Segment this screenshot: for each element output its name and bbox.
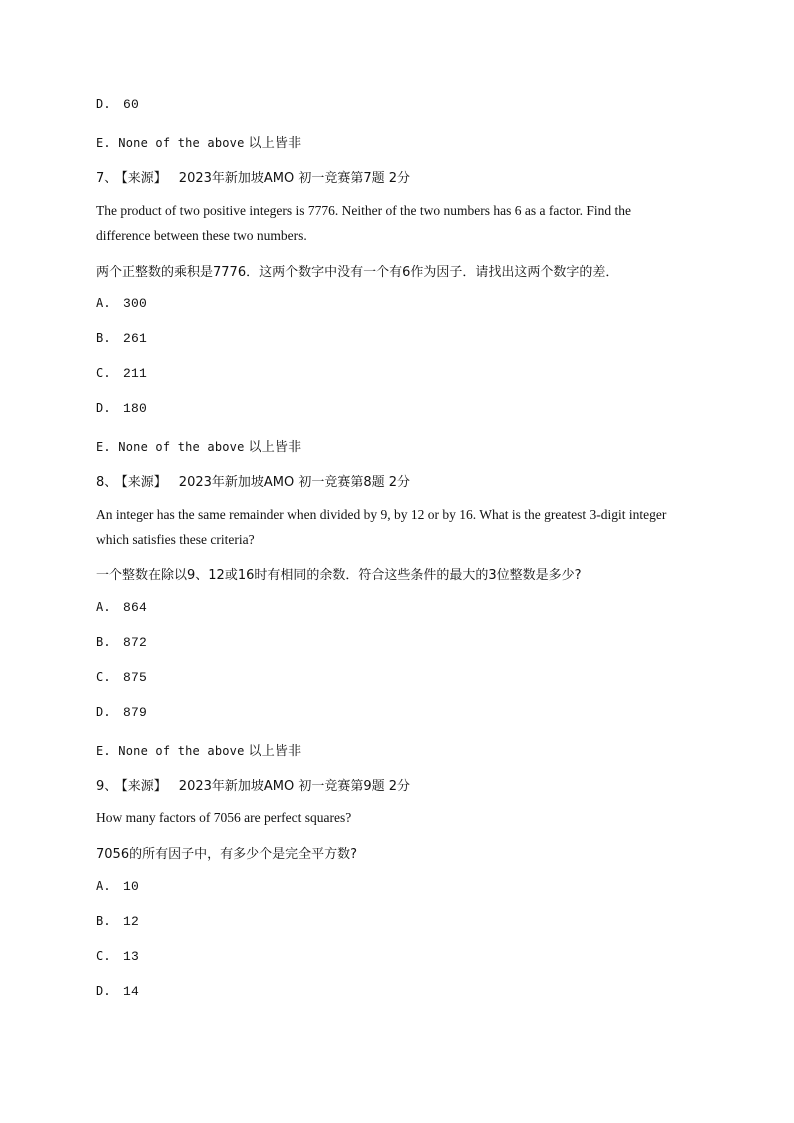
question-number: 7、 bbox=[96, 171, 118, 186]
option-value: None of the above bbox=[118, 440, 245, 454]
option-value: 12 bbox=[123, 914, 140, 929]
option-value-cn: 以上皆非 bbox=[248, 136, 302, 151]
question-8-option-c bbox=[96, 670, 147, 685]
question-8-source bbox=[96, 471, 410, 490]
question-9-option-b bbox=[96, 914, 139, 929]
source-label: 【来源】 bbox=[121, 475, 167, 490]
question-8-english-line-1: An integer has the same remainder when divided by 9, by 12 or by 16. What is the greatest 3-digit integer bbox=[96, 507, 667, 522]
option-value: 879 bbox=[123, 705, 148, 720]
question-9-option-a bbox=[96, 879, 139, 894]
option-letter: E. bbox=[96, 440, 111, 454]
option-letter: B. bbox=[96, 331, 111, 345]
question-8-option-a bbox=[96, 600, 147, 615]
question-9-option-d bbox=[96, 984, 139, 999]
option-value: 872 bbox=[123, 635, 148, 650]
option-letter: C. bbox=[96, 670, 111, 684]
question-8-english-line-2: which satisfies these criteria? bbox=[96, 532, 255, 547]
option-value: 864 bbox=[123, 600, 148, 615]
option-value: 300 bbox=[123, 296, 148, 311]
option-value: None of the above bbox=[118, 136, 245, 150]
question-8-option-e bbox=[96, 740, 301, 759]
option-letter: D. bbox=[96, 984, 111, 998]
question-7-option-e bbox=[96, 436, 301, 455]
option-value: 875 bbox=[123, 670, 148, 685]
question-7-option-a bbox=[96, 296, 147, 311]
question-9-chinese: 7056的所有因子中，有多少个是完全平方数? bbox=[96, 847, 357, 862]
question-7-chinese: 两个正整数的乘积是7776．这两个数字中没有一个有6作为因子．请找出这两个数字的差． bbox=[96, 265, 619, 280]
option-value: 60 bbox=[123, 97, 140, 112]
option-value: 10 bbox=[123, 879, 140, 894]
source-text: 2023年新加坡AMO 初一竞赛第9题 2分 bbox=[178, 779, 411, 794]
option-value-cn: 以上皆非 bbox=[248, 440, 302, 455]
source-label: 【来源】 bbox=[121, 171, 167, 186]
source-text: 2023年新加坡AMO 初一竞赛第8题 2分 bbox=[178, 475, 411, 490]
question-7-option-c bbox=[96, 366, 147, 381]
option-letter: A. bbox=[96, 879, 111, 893]
source-label: 【来源】 bbox=[121, 779, 167, 794]
option-value: 211 bbox=[123, 366, 148, 381]
option-value: 180 bbox=[123, 401, 148, 416]
option-value: None of the above bbox=[118, 744, 245, 758]
question-8-option-b bbox=[96, 635, 147, 650]
question-9-source bbox=[96, 775, 410, 794]
question-8-chinese: 一个整数在除以9、12或16时有相同的余数．符合这些条件的最大的3位整数是多少? bbox=[96, 568, 582, 583]
option-letter: A. bbox=[96, 296, 111, 310]
option-letter: B. bbox=[96, 914, 111, 928]
question-8-option-d bbox=[96, 705, 147, 720]
question-9-option-c bbox=[96, 949, 139, 964]
option-letter: C. bbox=[96, 366, 111, 380]
question-7-english-line-2: difference between these two numbers. bbox=[96, 228, 307, 243]
question-7-option-b bbox=[96, 331, 147, 346]
question-7-english-line-1: The product of two positive integers is 7776. Neither of the two numbers has 6 as a factor. Find the bbox=[96, 203, 632, 218]
option-e bbox=[96, 132, 301, 151]
option-value: 14 bbox=[123, 984, 140, 999]
option-letter: B. bbox=[96, 635, 111, 649]
question-7-option-d bbox=[96, 401, 147, 416]
question-7-source bbox=[96, 167, 410, 186]
option-letter: E. bbox=[96, 744, 111, 758]
option-letter: E. bbox=[96, 136, 111, 150]
option-value-cn: 以上皆非 bbox=[248, 744, 302, 759]
option-value: 13 bbox=[123, 949, 140, 964]
source-text: 2023年新加坡AMO 初一竞赛第7题 2分 bbox=[178, 171, 411, 186]
question-number: 9、 bbox=[96, 779, 118, 794]
option-letter: D. bbox=[96, 705, 111, 719]
question-9-english: How many factors of 7056 are perfect squares? bbox=[96, 810, 352, 825]
option-value: 261 bbox=[123, 331, 148, 346]
question-number: 8、 bbox=[96, 475, 118, 490]
option-d bbox=[96, 97, 139, 112]
option-letter: D. bbox=[96, 401, 111, 415]
option-letter: A. bbox=[96, 600, 111, 614]
option-letter: C. bbox=[96, 949, 111, 963]
option-letter: D. bbox=[96, 97, 111, 111]
